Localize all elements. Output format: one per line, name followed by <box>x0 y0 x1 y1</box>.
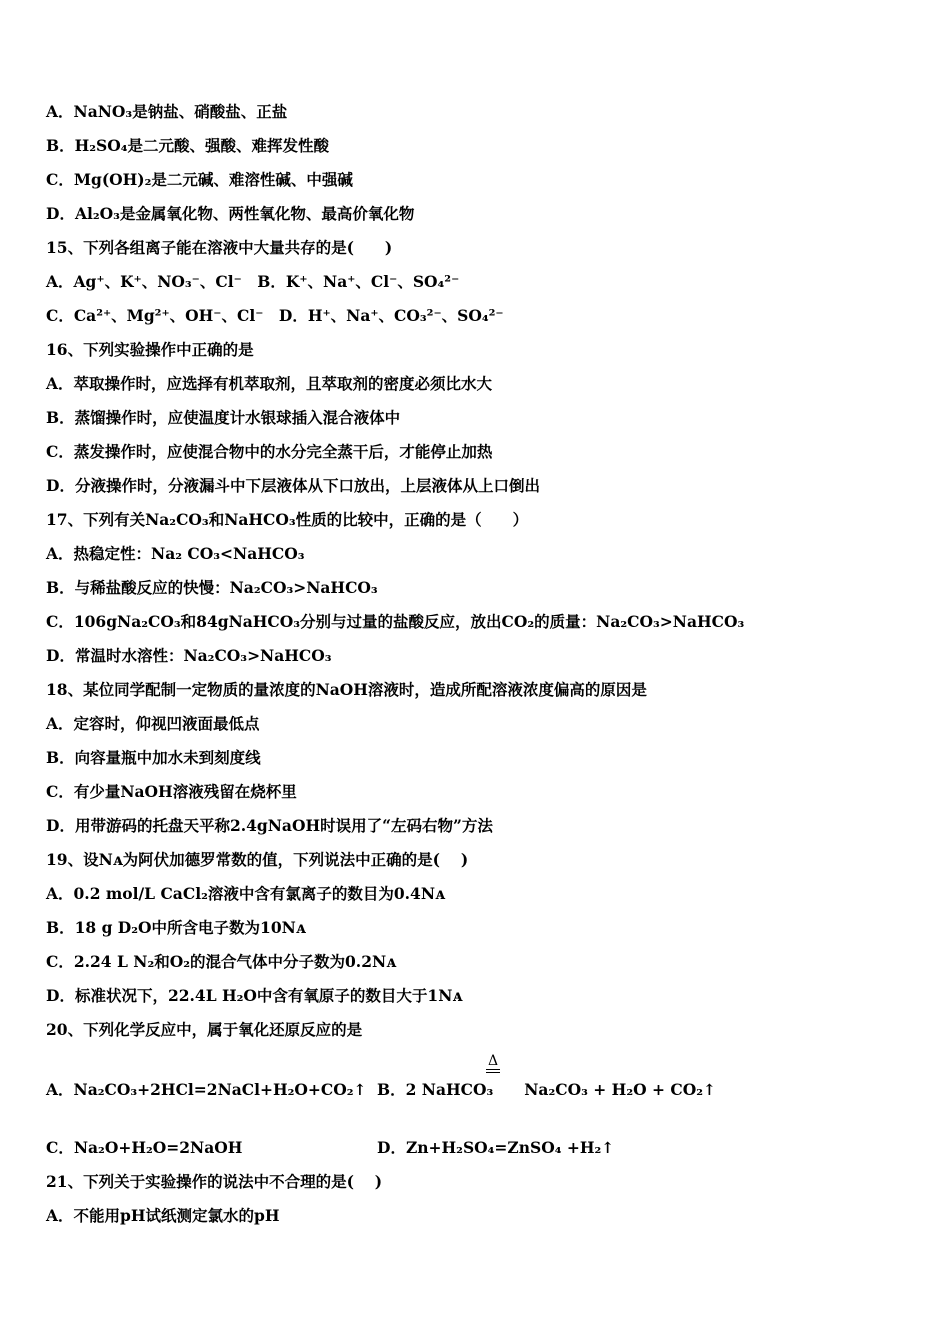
q17-option-b: B．与稀盐酸反应的快慢：Na₂CO₃>NaHCO₃ <box>46 578 378 597</box>
q18-option-b: B．向容量瓶中加水未到刻度线 <box>46 748 261 767</box>
q20-option-b: B．2 NaHCO₃ Na₂CO₃ + H₂O + CO₂↑ <box>377 1080 717 1099</box>
q21-option-a: A．不能用pH试纸测定氯水的pH <box>46 1206 280 1225</box>
q15-options-cd: C．Ca²⁺、Mg²⁺、OH⁻、Cl⁻ D．H⁺、Na⁺、CO₃²⁻、SO₄²⁻ <box>46 306 504 325</box>
q14-option-d: D．Al₂O₃是金属氧化物、两性氧化物、最高价氧化物 <box>46 204 415 223</box>
q19-option-d: D．标准状况下，22.4L H₂O中含有氧原子的数目大于1Nᴀ <box>46 986 463 1005</box>
q19-option-a: A．0.2 mol/L CaCl₂溶液中含有氯离子的数目为0.4Nᴀ <box>46 884 445 903</box>
q16-option-a: A．萃取操作时，应选择有机萃取剂，且萃取剂的密度必须比水大 <box>46 374 493 393</box>
q18-stem: 18、某位同学配制一定物质的量浓度的NaOH溶液时，造成所配溶液浓度偏高的原因是 <box>46 680 647 699</box>
q14-option-a: A．NaNO₃是钠盐、硝酸盐、正盐 <box>46 102 288 121</box>
q20-option-d: D．Zn+H₂SO₄=ZnSO₄ +H₂↑ <box>377 1138 615 1157</box>
q20-option-c: C．Na₂O+H₂O=2NaOH <box>46 1138 243 1157</box>
delta-label: Δ <box>487 1053 499 1069</box>
q15-stem: 15、下列各组离子能在溶液中大量共存的是( ) <box>46 238 393 257</box>
q19-stem: 19、设Nᴀ为阿伏加德罗常数的值，下列说法中正确的是( ) <box>46 850 469 869</box>
q16-option-d: D．分液操作时，分液漏斗中下层液体从下口放出，上层液体从上口倒出 <box>46 476 540 495</box>
q16-option-b: B．蒸馏操作时，应使温度计水银球插入混合液体中 <box>46 408 401 427</box>
q21-stem: 21、下列关于实验操作的说法中不合理的是( ) <box>46 1172 383 1191</box>
q20-stem: 20、下列化学反应中，属于氧化还原反应的是 <box>46 1020 363 1039</box>
q16-stem: 16、下列实验操作中正确的是 <box>46 340 254 359</box>
q17-option-c: C．106gNa₂CO₃和84gNaHCO₃分别与过量的盐酸反应，放出CO₂的质量：Na₂CO₃>NaHCO₃ <box>46 612 745 631</box>
q19-option-c: C．2.24 L N₂和O₂的混合气体中分子数为0.2Nᴀ <box>46 952 397 971</box>
q14-option-c: C．Mg(OH)₂是二元碱、难溶性碱、中强碱 <box>46 170 353 189</box>
q18-option-a: A．定容时，仰视凹液面最低点 <box>46 714 260 733</box>
q15-options-ab: A．Ag⁺、K⁺、NO₃⁻、Cl⁻ B．K⁺、Na⁺、Cl⁻、SO₄²⁻ <box>46 272 460 291</box>
q16-option-c: C．蒸发操作时，应使混合物中的水分完全蒸干后，才能停止加热 <box>46 442 493 461</box>
q18-option-d: D．用带游码的托盘天平称2.4gNaOH时误用了“左码右物”方法 <box>46 816 493 835</box>
q18-option-c: C．有少量NaOH溶液残留在烧杯里 <box>46 782 297 801</box>
q20-option-a: A．Na₂CO₃+2HCl=2NaCl+H₂O+CO₂↑ <box>46 1080 367 1099</box>
reaction-equals-bar <box>486 1069 500 1073</box>
q17-option-d: D．常温时水溶性：Na₂CO₃>NaHCO₃ <box>46 646 332 665</box>
q19-option-b: B．18 g D₂O中所含电子数为10Nᴀ <box>46 918 306 937</box>
q17-option-a: A．热稳定性：Na₂ CO₃<NaHCO₃ <box>46 544 305 563</box>
q17-stem: 17、下列有关Na₂CO₃和NaHCO₃性质的比较中，正确的是（ ） <box>46 510 529 529</box>
q14-option-b: B．H₂SO₄是二元酸、强酸、难挥发性酸 <box>46 136 330 155</box>
heat-delta-symbol <box>486 1054 500 1073</box>
